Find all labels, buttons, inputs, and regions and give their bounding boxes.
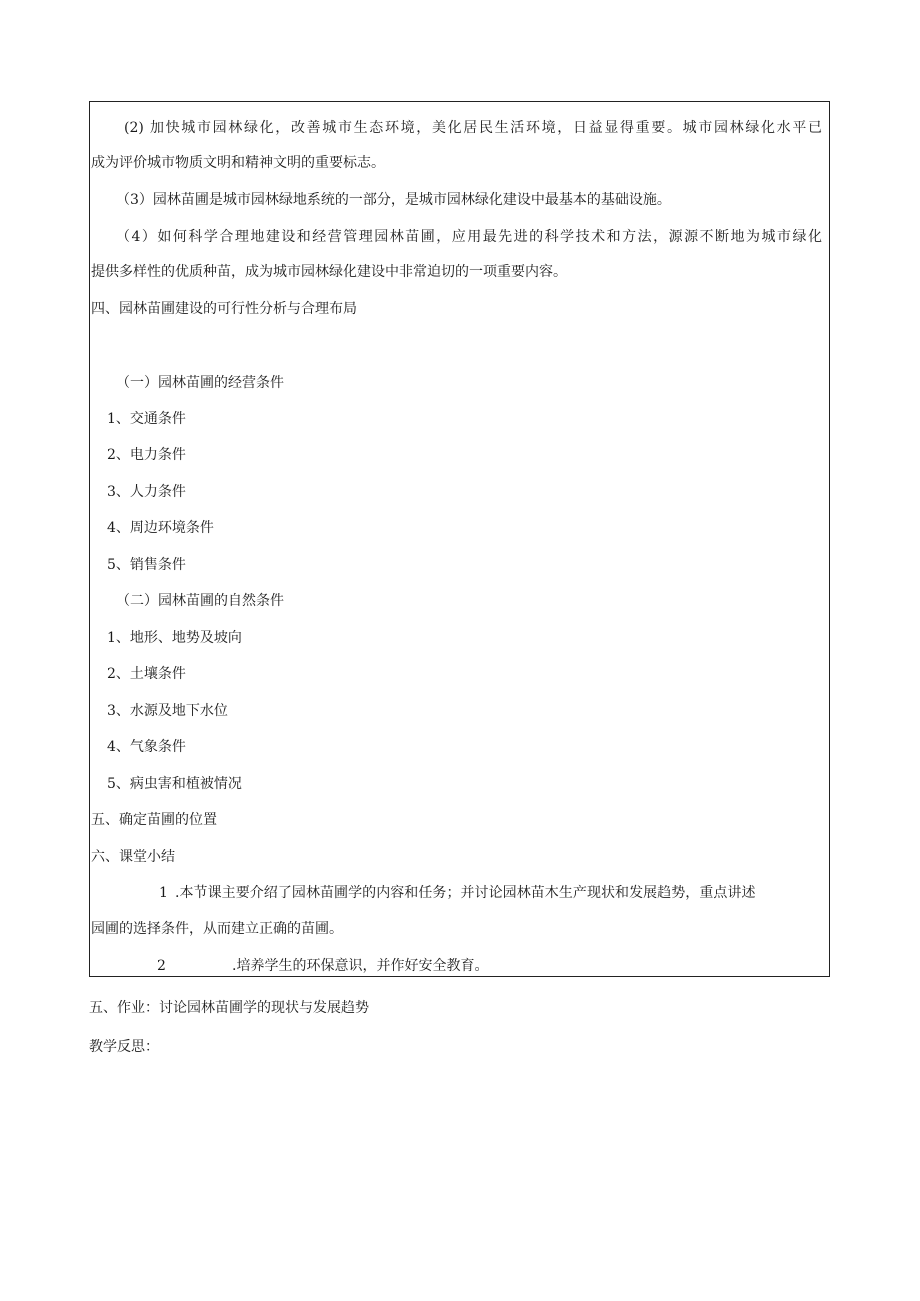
subsection-1-item: 5、销售条件: [107, 557, 186, 573]
section-5-heading: 五、确定苗圃的位置: [91, 812, 217, 828]
paragraph-2-line-1: (2) 加快城市园林绿化，改善城市生态环境，美化居民生活环境，日益显得重要。城市园林绿化水平已: [124, 120, 822, 136]
paragraph-4-line-1: （4）如何科学合理地建设和经营管理园林苗圃，应用最先进的科学技术和方法，源源不断地为城市绿化: [116, 229, 822, 245]
subsection-1-item: 4、周边环境条件: [107, 520, 214, 536]
subsection-2-item: 5、病虫害和植被情况: [107, 776, 242, 792]
summary-1-number: 1: [159, 885, 168, 901]
subsection-2-item: 4、气象条件: [107, 739, 186, 755]
subsection-2-heading: （二）园林苗圃的自然条件: [116, 593, 284, 609]
summary-1-line-2: 园圃的选择条件，从而建立正确的苗圃。: [91, 921, 343, 937]
summary-1-line-1: .本节课主要介绍了园林苗圃学的内容和任务；并讨论园林苗木生产现状和发展趋势，重点讲述: [175, 885, 756, 901]
section-4-heading: 四、园林苗圃建设的可行性分析与合理布局: [91, 301, 357, 317]
homework-line: 五、作业：讨论园林苗圃学的现状与发展趋势: [89, 1000, 369, 1016]
subsection-2-item: 3、水源及地下水位: [107, 703, 228, 719]
teaching-reflection-label: 教学反思：: [89, 1039, 159, 1055]
summary-2-text: .培养学生的环保意识，并作好安全教育。: [232, 958, 489, 974]
subsection-2-item: 2、土壤条件: [107, 666, 186, 682]
section-6-heading: 六、课堂小结: [91, 849, 175, 865]
subsection-2-item: 1、地形、地势及坡向: [107, 630, 242, 646]
subsection-1-item: 3、人力条件: [107, 484, 186, 500]
subsection-1-heading: （一）园林苗圃的经营条件: [116, 375, 284, 391]
subsection-1-item: 1、交通条件: [107, 411, 186, 427]
paragraph-2-line-2: 成为评价城市物质文明和精神文明的重要标志。: [91, 155, 385, 171]
paragraph-4-line-2: 提供多样性的优质种苗，成为城市园林绿化建设中非常迫切的一项重要内容。: [91, 264, 567, 280]
summary-2-number: 2: [157, 958, 166, 974]
subsection-1-item: 2、电力条件: [107, 447, 186, 463]
paragraph-3: （3）园林苗圃是城市园林绿地系统的一部分，是城市园林绿化建设中最基本的基础设施。: [116, 192, 671, 208]
